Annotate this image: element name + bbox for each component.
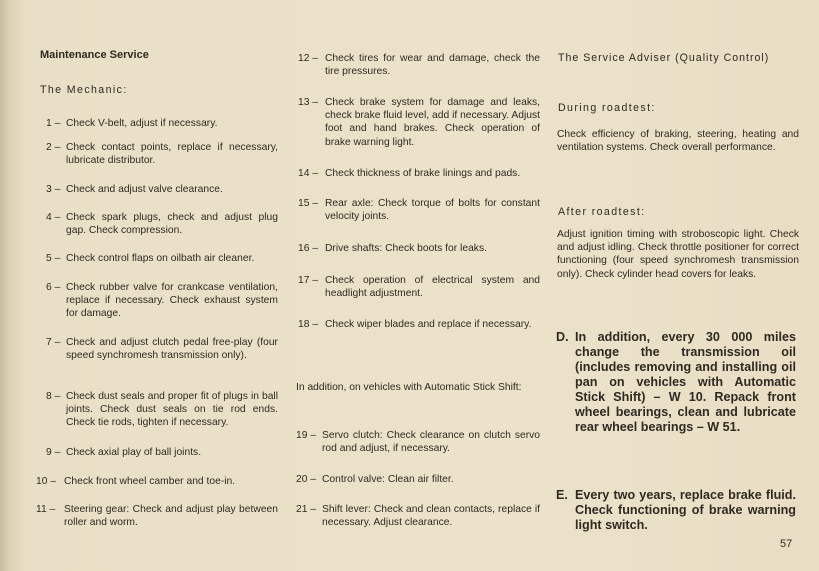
- after-roadtest-text: Adjust ignition timing with stroboscopic light. Check and adjust idling. Check throttle positioner for correct functioning (four speed synchromesh transmission only). Check cylinder head covers for leaks.: [557, 229, 799, 280]
- list-item: [36, 475, 278, 488]
- section-d-text: In addition, every 30 000 miles change the transmission oil (includes removing and installing oil pan on vehicles with Automatic Stick Shift) – W 10. Repack front wheel bearings, clean and lubricate rear wheel bearings – W 51.: [575, 330, 796, 434]
- list-item: [298, 274, 540, 300]
- item-text: Control valve: Clean air filter.: [322, 474, 454, 485]
- item-number: 18 –: [298, 319, 319, 330]
- mechanic-subheading: The Mechanic:: [40, 84, 128, 96]
- list-item: [46, 117, 278, 130]
- list-item: [46, 281, 278, 321]
- list-item: [46, 390, 278, 430]
- section-e-text: Every two years, replace brake fluid. Check functioning of brake warning light switch.: [575, 488, 796, 532]
- item-number: 13 –: [298, 97, 319, 108]
- item-number: 11 –: [36, 504, 56, 515]
- item-number: 9 –: [46, 447, 61, 458]
- item-number: 20 –: [296, 474, 317, 485]
- item-text: Check tires for wear and damage, check the tire pressures.: [325, 53, 540, 78]
- service-adviser-heading: The Service Adviser (Quality Control): [558, 52, 770, 64]
- list-item: [298, 242, 540, 255]
- automatic-stick-shift-intro: In addition, on vehicles with Automatic Stick Shift:: [296, 382, 522, 393]
- after-roadtest-heading: After roadtest:: [558, 206, 646, 218]
- item-number: 1 –: [46, 118, 61, 129]
- list-item: [298, 167, 540, 180]
- section-d: [556, 330, 796, 435]
- item-number: 4 –: [46, 212, 61, 223]
- page-number: 57: [780, 538, 793, 550]
- item-text: Check dust seals and proper fit of plugs in ball joints. Check dust seals on tie rod ends. Check tie rods, tighten if necessary.: [66, 391, 278, 429]
- list-item: [46, 336, 278, 362]
- list-item: [46, 183, 278, 196]
- item-number: 2 –: [46, 142, 61, 153]
- list-item: [46, 211, 278, 237]
- section-d-label: D.: [556, 330, 569, 344]
- during-roadtest-heading: During roadtest:: [558, 102, 656, 114]
- section-heading: Maintenance Service: [40, 49, 149, 61]
- list-item: [36, 503, 278, 529]
- list-item: [298, 197, 540, 223]
- item-text: Check V-belt, adjust if necessary.: [66, 118, 218, 129]
- item-number: 6 –: [46, 282, 61, 293]
- during-roadtest-text: Check efficiency of braking, steering, heating and ventilation systems. Check overall performance.: [557, 129, 799, 154]
- item-text: Check operation of electrical system and headlight adjustment.: [325, 275, 540, 300]
- item-text: Check wiper blades and replace if necessary.: [325, 319, 532, 330]
- section-e-label: E.: [556, 488, 568, 502]
- list-item: [298, 52, 540, 78]
- list-item: [296, 503, 540, 529]
- list-item: [296, 473, 540, 486]
- item-number: 19 –: [296, 430, 317, 441]
- list-item: [46, 141, 278, 167]
- item-text: Servo clutch: Check clearance on clutch servo rod and adjust, if necessary.: [322, 430, 540, 455]
- item-number: 17 –: [298, 275, 319, 286]
- item-text: Steering gear: Check and adjust play between roller and worm.: [64, 504, 278, 529]
- item-number: 7 –: [46, 337, 61, 348]
- item-number: 14 –: [298, 168, 319, 179]
- item-number: 16 –: [298, 243, 319, 254]
- item-number: 21 –: [296, 504, 317, 515]
- item-text: Check axial play of ball joints.: [66, 447, 202, 458]
- list-item: [298, 318, 540, 331]
- item-text: Check brake system for damage and leaks, check brake fluid level, add if necessary. Adjust foot and hand brakes. Check operation of brake warning light.: [325, 97, 541, 148]
- item-text: Check front wheel camber and toe-in.: [64, 476, 236, 487]
- item-number: 12 –: [298, 53, 319, 64]
- item-text: Check contact points, replace if necessary, lubricate distributor.: [66, 142, 278, 167]
- item-text: Check control flaps on oilbath air cleaner.: [66, 253, 255, 264]
- item-text: Rear axle: Check torque of bolts for constant velocity joints.: [325, 198, 540, 223]
- item-number: 3 –: [46, 184, 61, 195]
- item-number: 5 –: [46, 253, 61, 264]
- item-number: 10 –: [36, 476, 57, 487]
- item-text: Check thickness of brake linings and pads.: [325, 168, 521, 179]
- item-text: Check rubber valve for crankcase ventilation, replace if necessary. Check exhaust system for damage.: [66, 282, 278, 320]
- item-text: Drive shafts: Check boots for leaks.: [325, 243, 487, 254]
- item-text: Shift lever: Check and clean contacts, replace if necessary. Adjust clearance.: [322, 504, 540, 529]
- list-item: [296, 429, 540, 455]
- list-item: [46, 446, 278, 459]
- item-text: Check and adjust clutch pedal free-play (four speed synchromesh transmission only).: [66, 337, 278, 362]
- item-text: Check spark plugs, check and adjust plug gap. Check compression.: [66, 212, 278, 237]
- list-item: [298, 96, 540, 149]
- section-e: [556, 488, 796, 533]
- item-number: 8 –: [46, 391, 61, 402]
- item-text: Check and adjust valve clearance.: [66, 184, 223, 195]
- list-item: [46, 252, 278, 265]
- item-number: 15 –: [298, 198, 319, 209]
